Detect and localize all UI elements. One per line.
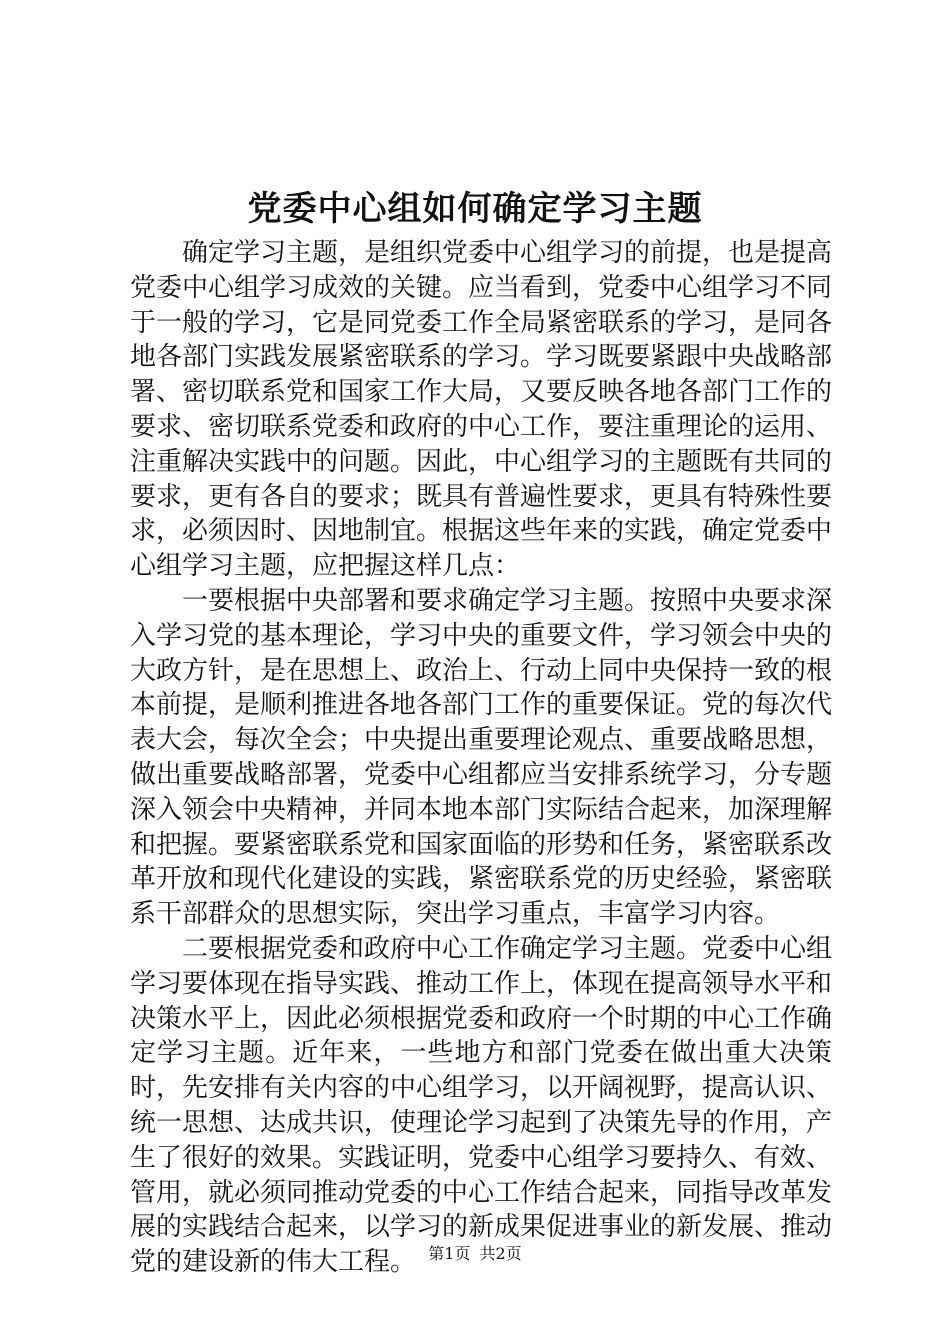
paragraph-point-two: 二要根据党委和政府中心工作确定学习主题。党委中心组学习要体现在指导实践、推动工作上，体现在提高领导水平和决策水平上，因此必须根据党委和政府一个时期的中心工作确定学习主题。近年来，一些地方和部门党委在做出重大决策时，先安排有关内容的中心组学习，以开阔视野，提高认识、统一思想、达成共识，使理论学习起到了决策先导的作用，产生了很好的效果。实践证明，党委中心组学习要持久、有效、管用，就必须同推动党委的中心工作结合起来，同指导改革发展的实践结合起来，以学习的新成果促进事业的新发展、推动党的建设新的伟大工程。 bbox=[130, 933, 833, 1278]
page-total: 共2页 bbox=[479, 1244, 522, 1263]
document-title: 党委中心组如何确定学习主题 bbox=[247, 189, 703, 229]
page-footer bbox=[0, 1244, 950, 1264]
paragraph-point-one: 一要根据中央部署和要求确定学习主题。按照中央要求深入学习党的基本理论，学习中央的重要文件，学习领会中央的大政方针，是在思想上、政治上、行动上同中央保持一致的根本前提，是顺利推进各地各部门工作的重要保证。党的每次代表大会，每次全会；中央提出重要理论观点、重要战略思想，做出重要战略部署，党委中心组都应当安排系统学习，分专题深入领会中央精神，并同本地本部门实际结合起来，加深理解和把握。要紧密联系党和国家面临的形势和任务，紧密联系改革开放和现代化建设的实践，紧密联系党的历史经验，紧密联系干部群众的思想实际，突出学习重点，丰富学习内容。 bbox=[130, 585, 833, 930]
paragraph-intro: 确定学习主题，是组织党委中心组学习的前提，也是提高党委中心组学习成效的关键。应当看到，党委中心组学习不同于一般的学习，它是同党委工作全局紧密联系的学习，是同各地各部门实践发展紧密联系的学习。学习既要紧跟中央战略部署、密切联系党和国家工作大局，又要反映各地各部门工作的要求、密切联系党委和政府的中心工作，要注重理论的运用、注重解决实践中的问题。因此，中心组学习的主题既有共同的要求，更有各自的要求；既具有普遍性要求，更具有特殊性要求，必须因时、因地制宜。根据这些年来的实践，确定党委中心组学习主题，应把握这样几点： bbox=[130, 238, 833, 582]
page-number: 第1页 bbox=[428, 1244, 471, 1263]
document-body bbox=[130, 236, 832, 1280]
